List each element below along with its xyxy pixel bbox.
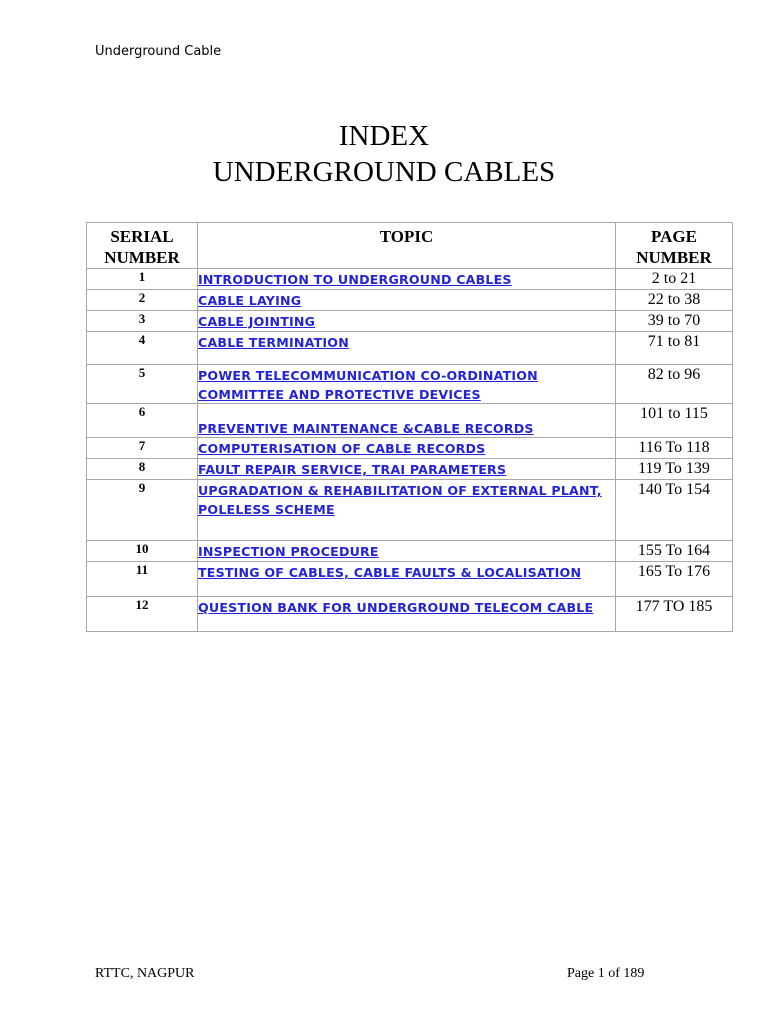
topic-link[interactable]: FAULT REPAIR SERVICE, TRAI PARAMETERS	[198, 462, 507, 477]
serial-number: 7	[87, 438, 198, 459]
topic-link[interactable]: CABLE LAYING	[198, 293, 302, 308]
table-row	[87, 438, 733, 459]
table-row	[87, 290, 733, 311]
serial-number: 5	[87, 365, 198, 404]
serial-number: 6	[87, 404, 198, 438]
table-row	[87, 562, 733, 597]
topic-link[interactable]: QUESTION BANK FOR UNDERGROUND TELECOM CABLE	[198, 600, 594, 615]
page-range: 101 to 115	[616, 404, 733, 438]
topic-link[interactable]: PREVENTIVE MAINTENANCE &CABLE RECORDS	[198, 421, 534, 436]
page-range: 140 To 154	[616, 480, 733, 541]
serial-header-line1: SERIAL	[110, 227, 174, 246]
table-header-row	[87, 223, 733, 269]
serial-number: 3	[87, 311, 198, 332]
serial-number-header	[87, 223, 198, 269]
serial-number: 1	[87, 269, 198, 290]
page-range: 71 to 81	[616, 332, 733, 365]
serial-number: 11	[87, 562, 198, 597]
topic-link[interactable]: POWER TELECOMMUNICATION CO-ORDINATION COMMITTEE AND PROTECTIVE DEVICES	[198, 368, 538, 402]
table-row	[87, 541, 733, 562]
page-range: 155 To 164	[616, 541, 733, 562]
serial-number: 10	[87, 541, 198, 562]
document-title: UNDERGROUND CABLES	[212, 156, 556, 188]
table-row	[87, 365, 733, 404]
page-number-footer: Page 1 of 189	[567, 966, 645, 981]
page-range: 39 to 70	[616, 311, 733, 332]
serial-number: 12	[87, 597, 198, 632]
table-row	[87, 404, 733, 438]
table-row	[87, 597, 733, 632]
page-range: 177 TO 185	[616, 597, 733, 632]
index-title: INDEX	[338, 120, 430, 152]
page-range: 22 to 38	[616, 290, 733, 311]
serial-number: 4	[87, 332, 198, 365]
page-range: 165 To 176	[616, 562, 733, 597]
topic-link[interactable]: INTRODUCTION TO UNDERGROUND CABLES	[198, 272, 512, 287]
page-header-line1: PAGE	[651, 227, 697, 246]
table-row	[87, 269, 733, 290]
topic-link[interactable]: INSPECTION PROCEDURE	[198, 544, 379, 559]
page-header-line2: NUMBER	[636, 248, 712, 267]
topic-link[interactable]: UPGRADATION & REHABILITATION OF EXTERNAL PLANT, POLELESS SCHEME	[198, 483, 602, 517]
table-row	[87, 480, 733, 541]
topic-link[interactable]: CABLE TERMINATION	[198, 335, 349, 350]
page-title-block	[0, 118, 768, 190]
topic-link[interactable]: COMPUTERISATION OF CABLE RECORDS	[198, 441, 486, 456]
page-number-header	[616, 223, 733, 269]
topic-header: TOPIC	[198, 223, 616, 269]
page-range: 82 to 96	[616, 365, 733, 404]
page-range: 119 To 139	[616, 459, 733, 480]
running-header: Underground Cable	[95, 44, 222, 59]
index-table	[86, 222, 733, 632]
topic-link[interactable]: CABLE JOINTING	[198, 314, 316, 329]
table-row	[87, 459, 733, 480]
serial-header-line2: NUMBER	[104, 248, 180, 267]
topic-link[interactable]: TESTING OF CABLES, CABLE FAULTS & LOCALISATION	[198, 565, 582, 580]
table-row	[87, 332, 733, 365]
footer-organization: RTTC, NAGPUR	[95, 966, 195, 981]
serial-number: 9	[87, 480, 198, 541]
serial-number: 8	[87, 459, 198, 480]
page-range: 116 To 118	[616, 438, 733, 459]
table-row	[87, 311, 733, 332]
page-range: 2 to 21	[616, 269, 733, 290]
serial-number: 2	[87, 290, 198, 311]
